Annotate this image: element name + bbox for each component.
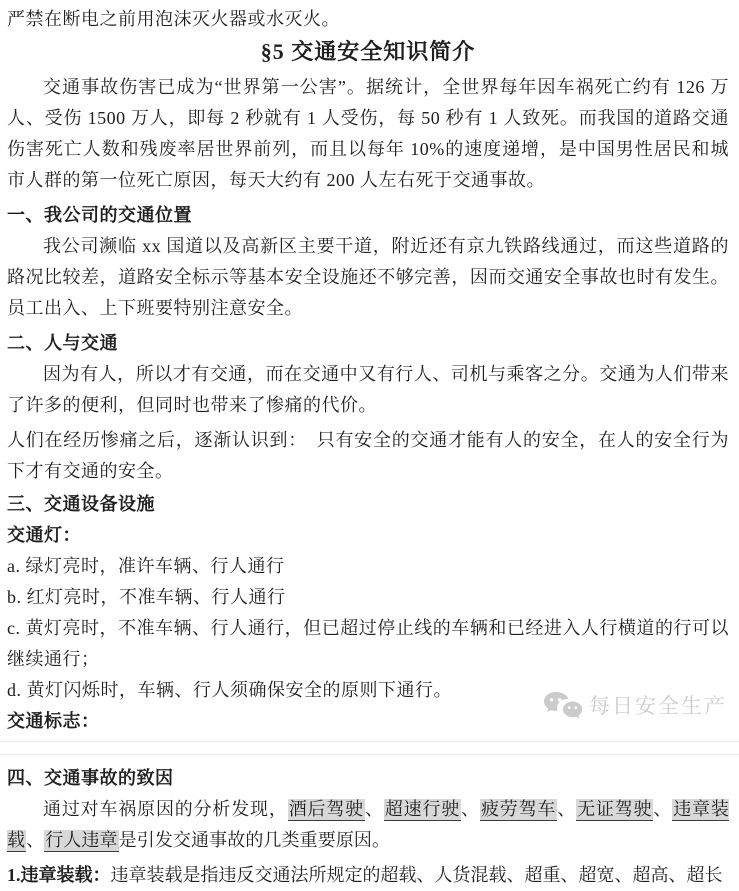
watermark-label: 每日安全生产 (589, 693, 727, 718)
cause-term-fatigued-driving: 疲劳驾车 (480, 799, 557, 819)
section2-paragraph-2: 人们在经历惨痛之后，逐渐认识到： 只有安全的交通才能有人的安全，在人的安全行为下才有交通的安全。 (7, 430, 729, 481)
page-title: §5 交通安全知识简介 (260, 39, 476, 64)
causes-suffix: 是引发交通事故的几类重要原因。 (118, 830, 391, 850)
traffic-signs-label: 交通标志： (7, 711, 100, 731)
watermark (542, 690, 727, 722)
cause-term-speeding: 超速行驶 (384, 799, 461, 819)
causes-paragraph (7, 794, 729, 856)
separator: 、 (653, 799, 673, 819)
section2-paragraph-1: 因为有人，所以才有交通，而在交通中又有行人、司机与乘客之分。交通为人们带来了许多的便利，但同时也带来了惨痛的代价。 (7, 364, 729, 415)
page-break-divider (0, 741, 739, 755)
violation-item-1 (7, 860, 729, 891)
separator: 、 (365, 799, 384, 819)
separator: 、 (557, 799, 577, 819)
cause-term-unlicensed-driving: 无证驾驶 (577, 799, 653, 819)
traffic-lights-label: 交通灯： (7, 525, 81, 545)
separator: 、 (461, 799, 480, 819)
previous-section-text: 严禁在断电之前用泡沫灭火器或水灭火。 (7, 9, 340, 29)
section4-heading: 四、交通事故的致因 (7, 768, 174, 788)
traffic-light-item-c: c. 黄灯亮时，不准车辆、行人通行，但已超过停止线的车辆和已经进入人行横道的行可以继续通行； (7, 618, 729, 669)
cause-term-pedestrian-violation: 行人违章 (45, 830, 118, 850)
lead-paragraph: 交通事故伤害已成为“世界第一公害”。据统计，全世界每年因车祸死亡约有 126 万人、受伤 1500 万人，即每 2 秒就有 1 人受伤，每 50 秒有 1 人致死。而我国的道路交通伤害死亡人数和残废率居世界前列，而且以每年 10%的速度递增，是中国男性居民和城市人群的第一位死亡原因，每天大约有 200 人左右死于交通事故。 (7, 77, 729, 190)
separator: 、 (26, 830, 45, 850)
cause-term-drunk-driving: 酒后驾驶 (288, 799, 364, 819)
traffic-light-item-d: d. 黄灯闪烁时，车辆、行人须确保安全的原则下通行。 (7, 680, 452, 700)
section1-heading: 一、我公司的交通位置 (7, 205, 192, 225)
traffic-light-item-b: b. 红灯亮时，不准车辆、行人通行 (7, 587, 286, 607)
section2-heading: 二、人与交通 (7, 333, 118, 353)
violation-item-1-label: 1.违章装载： (7, 865, 111, 885)
wechat-icon (542, 690, 584, 722)
traffic-light-item-a: a. 绿灯亮时，准许车辆、行人通行 (7, 556, 285, 576)
cause-term-illegal-loading: 违章装载 (7, 799, 729, 850)
section3-heading: 三、交通设备设施 (7, 494, 155, 514)
section1-paragraph: 我公司濒临 xx 国道以及高新区主要干道，附近还有京九铁路线通过，而这些道路的路况比较差，道路安全标示等基本安全设施还不够完善，因而交通安全事故也时有发生。员工出入、上下班要特别注意安全。 (7, 236, 729, 318)
violation-item-1-text: 违章装载是指违反交通法所规定的超载、人货混载、超重、超宽、超高、超长 (110, 865, 723, 885)
causes-prefix: 通过对车祸原因的分析发现， (43, 799, 288, 819)
